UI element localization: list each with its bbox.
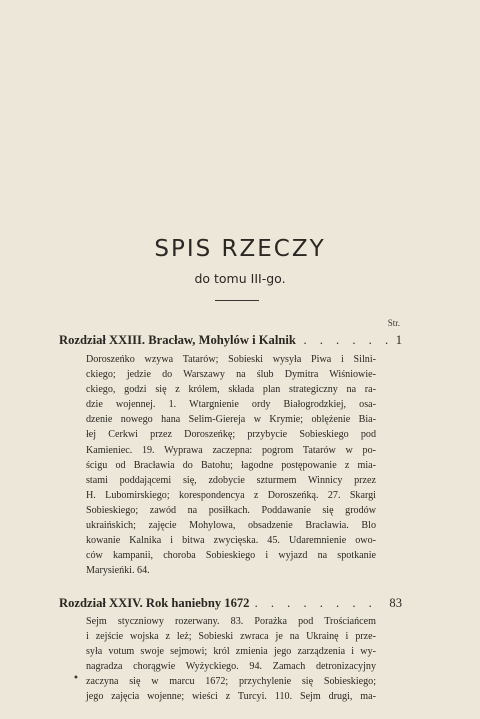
chapter-summary-23 [86, 352, 376, 578]
summary-line: Doroszeńko wzywa Tatarów; Sobieski wysyła Piwa i Silni- [86, 354, 376, 365]
chapter-page-number: 83 [385, 596, 402, 611]
summary-line: Marysieńki. 64. [86, 565, 150, 577]
summary-line: kowanie Kalnika i bitwa zwycięska. 45. Udaremnienie owo- [86, 535, 376, 547]
chapter-title: Rozdział XXIII. Bracław, Mohylów i Kalnik [59, 333, 299, 348]
summary-line: i zejście wojska z leż; Sobieski zwraca je na Ukrainę i prze- [86, 631, 376, 643]
summary-line: ścigu od Bracławia do Batohu; łagodne postępowanie z mia- [86, 459, 376, 471]
summary-line: ckiego, godzi się z królem, składa plan strategiczny na ra- [86, 384, 376, 396]
summary-line: łej Cerkwi przez Doroszeńkę; przybycie Sobieskiego pod [86, 429, 376, 441]
margin-mark: • [73, 673, 79, 684]
title-divider [215, 300, 259, 301]
summary-line: Sobieskiego; zawód na posiłkach. Poddawanie się grodów [86, 504, 376, 516]
summary-line: ckiego; jedzie do Warszawy na ślub Dymitra Wiśniowie- [86, 369, 376, 381]
page-title: SPIS RZECZY [154, 236, 326, 262]
summary-line: zaczyna się w marcu 1672; przychylenie się Sobieskiego; [86, 676, 376, 688]
summary-line: dzie wojennej. 1. Wtargnienie ordy Białogrodzkiej, osa- [86, 399, 376, 411]
chapter-title: Rozdział XXIV. Rok haniebny 1672 [59, 596, 252, 611]
summary-line: Sejm styczniowy rozerwany. 83. Porażka pod Trościańcem [86, 616, 376, 627]
summary-line: dzenie nowego hana Selim-Giereja w Krymie; oblężenie Bia- [86, 414, 376, 426]
chapter-heading-24 [59, 596, 402, 611]
chapter-page-number: 1 [392, 333, 402, 348]
leader-dots: . . . . . . . . [254, 596, 377, 610]
summary-line: Kamieniec. 19. Wyprawa zaczepna: pogrom Tatarów w po- [86, 444, 376, 456]
summary-line: stami poddającemi się, zdobycie szturmem Winnicy przez [86, 474, 376, 486]
summary-line: ców kampanii, choroba Sobieskiego i wyjazd na spotkanie [86, 550, 376, 562]
page-column-label: Str. [387, 318, 400, 328]
summary-line: H. Lubomirskiego; korespondencya z Doroszeńką. 27. Skargi [86, 489, 376, 501]
summary-line: ukraińskich; zajęcie Mohylowa, obsadzenie Bracławia. Blo [86, 520, 376, 532]
summary-line: nagradza chorągwie Wyżyckiego. 94. Zamach detronizacyjny [86, 661, 376, 673]
page-subtitle: do tomu III-go. [194, 271, 286, 286]
summary-line: syła votum swoje sejmowi; król zmienia jego zarządzenia i wy- [86, 646, 376, 658]
leader-dots: . . . . . . [303, 333, 394, 347]
summary-line: jego zajęcia wojenne; wieści z Turcyi. 110. Sejm drugi, ma- [86, 691, 376, 703]
chapter-heading-23 [59, 333, 402, 348]
chapter-summary-24 [86, 614, 376, 705]
